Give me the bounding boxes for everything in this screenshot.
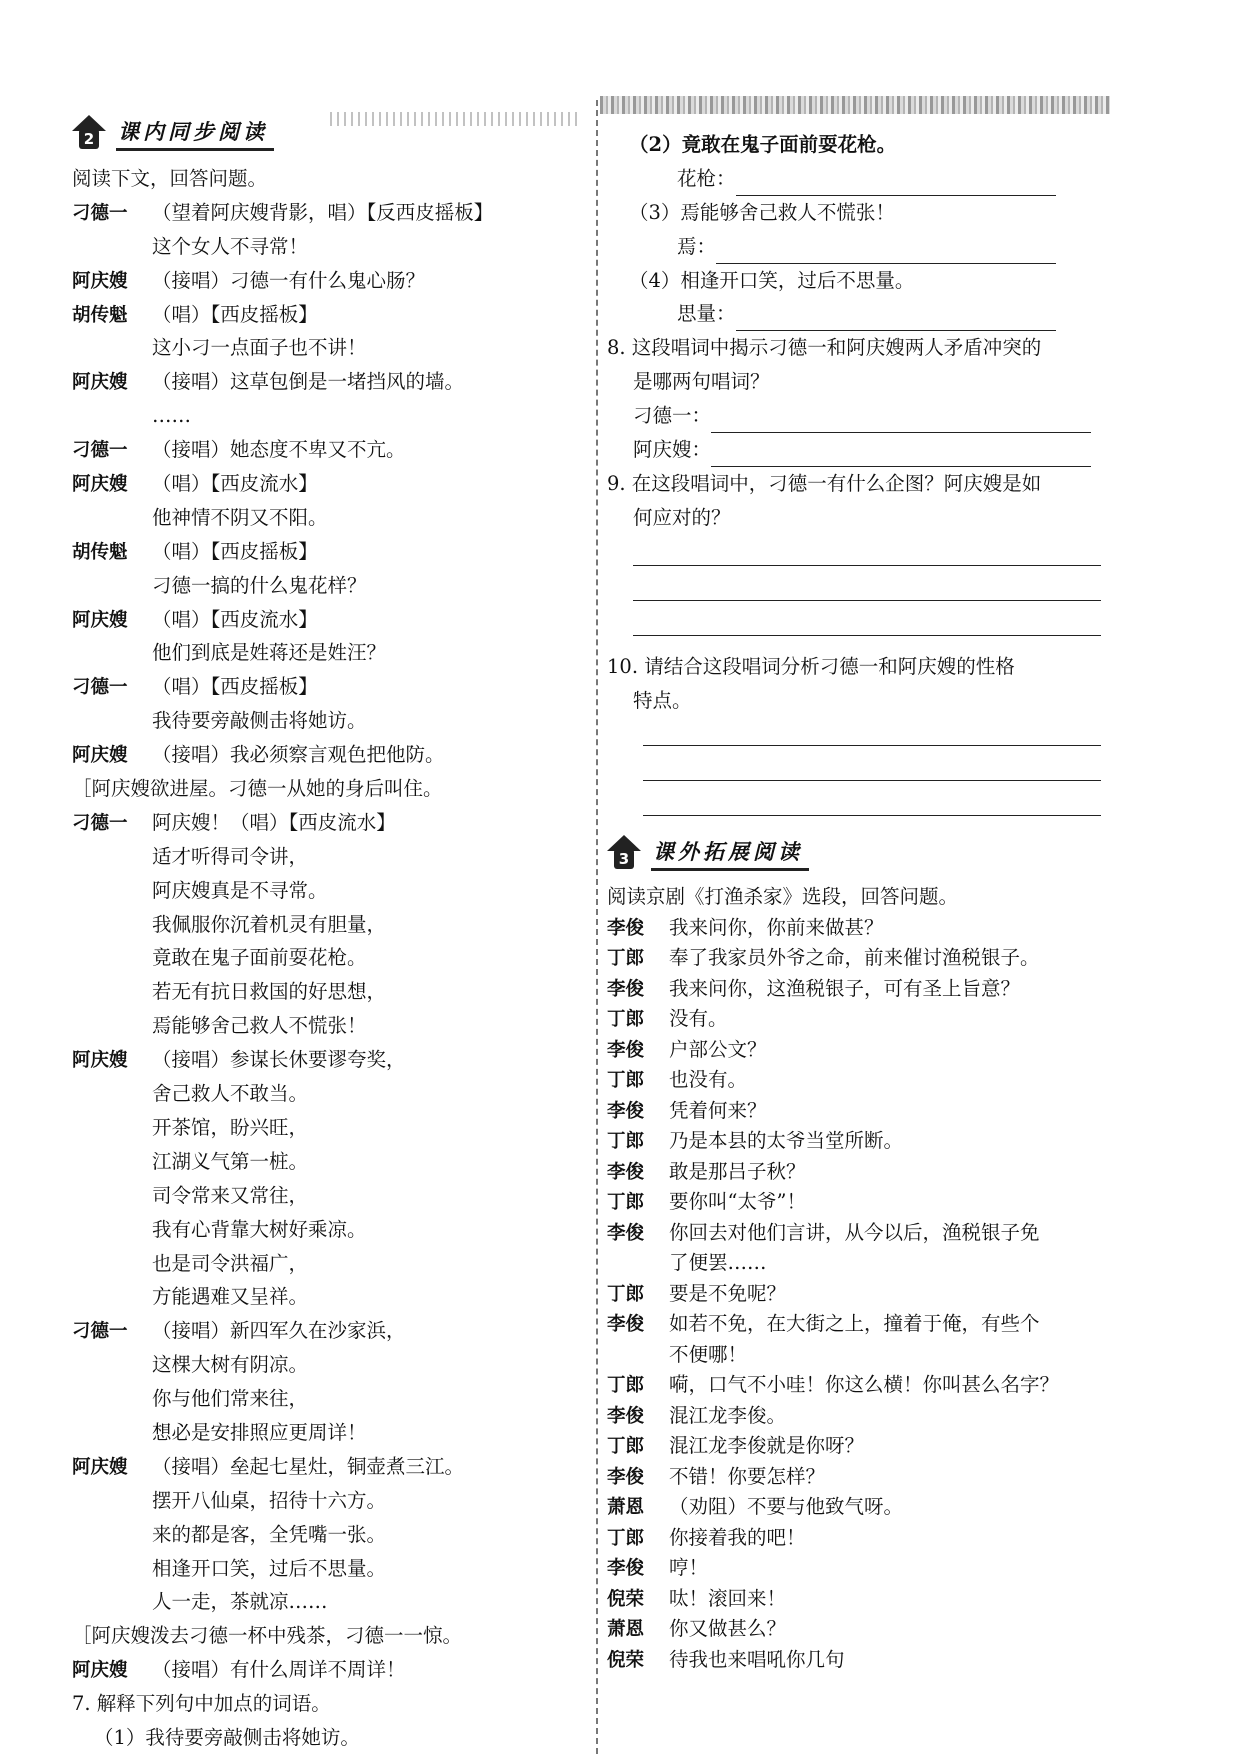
script-line: 阿庆嫂真是不寻常。 [152, 878, 328, 902]
speaker-name: 阿庆嫂 [72, 474, 128, 496]
speaker-name: 丁郎 [607, 948, 645, 970]
script-line [607, 1279, 1107, 1310]
speaker-name: 李俊 [607, 917, 645, 939]
script-line: 你与他们常来往， [152, 1387, 309, 1411]
script-line: 刁德一搞的什么鬼花样？ [152, 573, 367, 597]
speaker-name: 阿庆嫂 [72, 1660, 128, 1682]
dialogue-text: 呔！滚回来！ [669, 1586, 787, 1610]
script-line: 他们到底是姓蒋还是姓汪？ [152, 641, 387, 665]
script-line [607, 1401, 1107, 1432]
speaker-name: 丁郎 [607, 1070, 645, 1092]
dialogue-text: 乃是本县的太爷当堂所断。 [669, 1129, 904, 1153]
dialogue-text: 要你叫“太爷”！ [669, 1190, 806, 1214]
answer-blank[interactable] [716, 239, 1056, 264]
answer-blank[interactable] [736, 306, 1056, 331]
script-line [72, 196, 592, 230]
script-line [72, 806, 592, 840]
speaker-name: 倪荣 [607, 1649, 645, 1671]
script-line [607, 1492, 1107, 1523]
dialogue-text: 你又做甚么？ [669, 1617, 787, 1641]
script-line: 我佩服你沉着机灵有胆量， [152, 912, 387, 936]
reading-intro: 阅读下文，回答问题。 [72, 167, 268, 190]
script-line [607, 1462, 1107, 1493]
script-line [607, 913, 1107, 944]
dialogue-text: 哼！ [669, 1556, 709, 1580]
script-line: 开茶馆，盼兴旺， [152, 1115, 309, 1139]
script-lines [72, 196, 592, 1687]
script-line: 适才听得司令讲， [152, 844, 309, 868]
script-lines [607, 913, 1107, 1676]
dialogue-text: 混江龙李俊就是你呀？ [669, 1434, 865, 1458]
speaker-name: 李俊 [607, 978, 645, 1000]
stage-direction: ［阿庆嫂泼去刁德一杯中残茶，刁德一一惊。 [72, 1624, 463, 1648]
reading-intro: 阅读京剧《打渔杀家》选段，回答问题。 [607, 885, 959, 909]
left-column [72, 110, 592, 1755]
dialogue-text: 凭着何来？ [669, 1098, 767, 1122]
answer-line[interactable] [633, 541, 1101, 566]
question-8-line1: 8. 这段唱词中揭示刁德一和阿庆嫂两人矛盾冲突的 [607, 336, 1042, 360]
answer-row-yan: 焉： [607, 230, 1107, 264]
script-line [607, 1096, 1107, 1127]
question-7-2: （2）竟敢在鬼子面前耍花枪。 [629, 133, 897, 156]
script-line: 这个女人不寻常！ [152, 234, 309, 258]
house-icon: 3 [607, 835, 641, 871]
script-line: 想必是安排照应更周详！ [152, 1420, 367, 1444]
script-line: 若无有抗日救国的好思想， [152, 980, 387, 1004]
column-divider [596, 100, 598, 1754]
script-line [72, 535, 592, 569]
script-line [607, 1431, 1107, 1462]
script-line: 竟敢在鬼子面前耍花枪。 [152, 946, 367, 970]
speaker-name: 李俊 [607, 1558, 645, 1580]
speaker-name: 阿庆嫂 [72, 372, 128, 394]
dialogue-text: 你接着我的吧！ [669, 1525, 806, 1549]
speaker-name: 丁郎 [607, 1375, 645, 1397]
script-line [607, 1187, 1107, 1218]
speaker-name: 倪荣 [607, 1588, 645, 1610]
script-line [607, 974, 1107, 1005]
right-column [607, 128, 1107, 1675]
dialogue-text: 待我也来唱吼你几句 [669, 1647, 845, 1671]
speaker-name: 李俊 [607, 1161, 645, 1183]
section-title: 课外拓展阅读 [651, 836, 809, 871]
dialogue-text: （接唱）她态度不卑又不亢。 [152, 438, 406, 462]
speaker-name: 刁德一 [72, 202, 128, 224]
dialogue-text: 也没有。 [669, 1068, 748, 1092]
question-10-line1: 10. 请结合这段唱词分析刁德一和阿庆嫂的性格 [607, 654, 1015, 678]
script-line [607, 1157, 1107, 1188]
speaker-name: 李俊 [607, 1466, 645, 1488]
answer-row-huaqiang: 花枪： [607, 162, 1107, 196]
script-line [607, 1614, 1107, 1645]
question-7-4: （4）相逢开口笑，过后不思量。 [629, 268, 915, 292]
script-line [607, 1035, 1107, 1066]
answer-line[interactable] [643, 756, 1101, 781]
dialogue-text: 混江龙李俊。 [669, 1403, 787, 1427]
script-line [72, 603, 592, 637]
script-line [72, 298, 592, 332]
script-line [607, 1584, 1107, 1615]
speaker-name: 刁德一 [72, 440, 128, 462]
speaker-name: 丁郎 [607, 1131, 645, 1153]
dialogue-text: （望着阿庆嫂背影，唱）【反西皮摇板】 [152, 200, 494, 224]
dialogue-text: （接唱）刁德一有什么鬼心肠？ [152, 268, 426, 292]
question-7-3: （3）焉能够舍己救人不慌张！ [629, 200, 895, 224]
dialogue-text: （接唱）这草包倒是一堵挡风的墙。 [152, 370, 465, 394]
question-7-1: （1）我待要旁敲侧击将她访。 [94, 1725, 360, 1749]
question-8-line2: 是哪两句唱词？ [633, 370, 770, 394]
answer-line[interactable] [633, 611, 1101, 636]
dialogue-text: （唱）【西皮流水】 [152, 607, 318, 631]
answer-blank[interactable] [736, 171, 1056, 196]
script-line [607, 943, 1107, 974]
script-line: 他神情不阴又不阳。 [152, 505, 328, 529]
speaker-name: 萧恩 [607, 1497, 645, 1519]
script-line [607, 1004, 1107, 1035]
dialogue-text: 不错！你要怎样？ [669, 1464, 826, 1488]
speaker-name: 李俊 [607, 1222, 645, 1244]
script-line: 不便哪！ [669, 1342, 748, 1366]
house-icon: 2 [72, 115, 106, 151]
speaker-name: 刁德一 [72, 812, 128, 834]
script-line: 焉能够舍己救人不慌张！ [152, 1014, 367, 1038]
script-line: 来的都是客，全凭嘴一张。 [152, 1522, 387, 1546]
script-line: 了便罢…… [669, 1251, 767, 1275]
script-line: 人一走，茶就凉…… [152, 1590, 328, 1614]
script-line [72, 467, 592, 501]
script-line [607, 1370, 1107, 1401]
speaker-name: 李俊 [607, 1039, 645, 1061]
answer-line[interactable] [633, 576, 1101, 601]
script-line: 摆开八仙桌，招待十六方。 [152, 1488, 387, 1512]
speaker-name: 阿庆嫂 [72, 1050, 128, 1072]
speaker-name: 丁郎 [607, 1009, 645, 1031]
script-line: 江湖义气第一桩。 [152, 1149, 309, 1173]
stage-direction: ［阿庆嫂欲进屋。刁德一从她的身后叫住。 [72, 777, 443, 801]
script-line: 方能遇难又呈祥。 [152, 1285, 309, 1309]
script-line: 这棵大树有阴凉。 [152, 1353, 309, 1377]
speaker-name: 刁德一 [72, 677, 128, 699]
dialogue-text: 没有。 [669, 1007, 728, 1031]
script-line [72, 1653, 592, 1687]
speaker-name: 丁郎 [607, 1283, 645, 1305]
script-line: 我待要旁敲侧击将她访。 [152, 709, 367, 733]
script-line [607, 1523, 1107, 1554]
header-band [600, 96, 1110, 114]
dialogue-text: 奉了我家员外爷之命，前来催讨渔税银子。 [669, 946, 1040, 970]
speaker-name: 刁德一 [72, 1321, 128, 1343]
speaker-name: 萧恩 [607, 1619, 645, 1641]
section-header-extension [607, 830, 1107, 876]
question-9-line2: 何应对的？ [633, 505, 731, 529]
dialogue-text: （唱）【西皮摇板】 [152, 539, 318, 563]
dialogue-text: （接唱）新四军久在沙家浜， [152, 1319, 406, 1343]
script-line: 这小刁一点面子也不讲！ [152, 336, 367, 360]
answer-row-siliang: 思量： [607, 297, 1107, 331]
dialogue-text: 要是不免呢？ [669, 1281, 787, 1305]
speaker-name: 李俊 [607, 1100, 645, 1122]
speaker-name: 阿庆嫂 [72, 270, 128, 292]
script-line [72, 670, 592, 704]
script-line [72, 738, 592, 772]
script-line: 相逢开口笑，过后不思量。 [152, 1556, 387, 1580]
script-line [607, 1126, 1107, 1157]
dialogue-text: （唱）【西皮摇板】 [152, 675, 318, 699]
dialogue-text: 户部公文？ [669, 1037, 767, 1061]
question-7: 7. 解释下列句中加点的词语。 [72, 1692, 331, 1716]
dialogue-text: 阿庆嫂！（唱）【西皮流水】 [152, 810, 396, 834]
question-10-line2: 特点。 [633, 688, 692, 712]
section-title: 课内同步阅读 [116, 116, 274, 151]
answer-blank[interactable] [711, 442, 1091, 467]
section-header-in-class [72, 110, 592, 156]
dialogue-text: （接唱）垒起七星灶，铜壶煮三江。 [152, 1454, 465, 1478]
speaker-name: 丁郎 [607, 1436, 645, 1458]
answer-row-q8-diao: 刁德一： [607, 399, 1107, 433]
speaker-name: 李俊 [607, 1405, 645, 1427]
script-line [72, 365, 592, 399]
script-line [72, 433, 592, 467]
dialogue-text: （接唱）参谋长休要谬夸奖， [152, 1048, 406, 1072]
script-line [607, 1065, 1107, 1096]
dialogue-text: 如若不免，在大街之上，撞着于俺，有些个 [669, 1312, 1040, 1336]
script-line: 舍己救人不敢当。 [152, 1082, 309, 1106]
question-9-line1: 9. 在这段唱词中，刁德一有什么企图？阿庆嫂是如 [607, 471, 1042, 495]
script-line [72, 264, 592, 298]
dialogue-text: （唱）【西皮摇板】 [152, 302, 318, 326]
script-line [607, 1553, 1107, 1584]
answer-row-q8-aqing: 阿庆嫂： [607, 433, 1107, 467]
script-line: 也是司令洪福广， [152, 1251, 309, 1275]
speaker-name: 李俊 [607, 1314, 645, 1336]
script-line [607, 1218, 1107, 1249]
dialogue-text: 你回去对他们言讲，从今以后，渔税银子免 [669, 1220, 1040, 1244]
script-line [72, 1450, 592, 1484]
script-line: 司令常来又常往， [152, 1183, 309, 1207]
dialogue-text: （唱）【西皮流水】 [152, 472, 318, 496]
dialogue-text: 我来问你，你前来做甚？ [669, 915, 884, 939]
dialogue-text: 嗬，口气不小哇！你这么横！你叫甚么名字？ [669, 1373, 1060, 1397]
speaker-name: 丁郎 [607, 1192, 645, 1214]
script-line [72, 1043, 592, 1077]
script-line [72, 1314, 592, 1348]
answer-line[interactable] [643, 791, 1101, 816]
dialogue-text: 我来问你，这渔税银子，可有圣上旨意？ [669, 976, 1021, 1000]
dialogue-text: （接唱）我必须察言观色把他防。 [152, 743, 445, 767]
dialogue-text: 敢是那吕子秋？ [669, 1159, 806, 1183]
speaker-name: 阿庆嫂 [72, 745, 128, 767]
speaker-name: 阿庆嫂 [72, 1456, 128, 1478]
speaker-name: 胡传魁 [72, 541, 128, 563]
script-line [607, 1645, 1107, 1676]
dialogue-text: （接唱）有什么周详不周详！ [152, 1658, 406, 1682]
dialogue-text: （劝阻）不要与他致气呀。 [669, 1495, 904, 1519]
speaker-name: 阿庆嫂 [72, 609, 128, 631]
script-line [607, 1309, 1107, 1340]
speaker-name: 胡传魁 [72, 304, 128, 326]
script-line: 我有心背靠大树好乘凉。 [152, 1217, 367, 1241]
answer-blank[interactable] [711, 408, 1091, 433]
answer-line[interactable] [643, 721, 1101, 746]
script-line: …… [152, 404, 191, 428]
speaker-name: 丁郎 [607, 1527, 645, 1549]
